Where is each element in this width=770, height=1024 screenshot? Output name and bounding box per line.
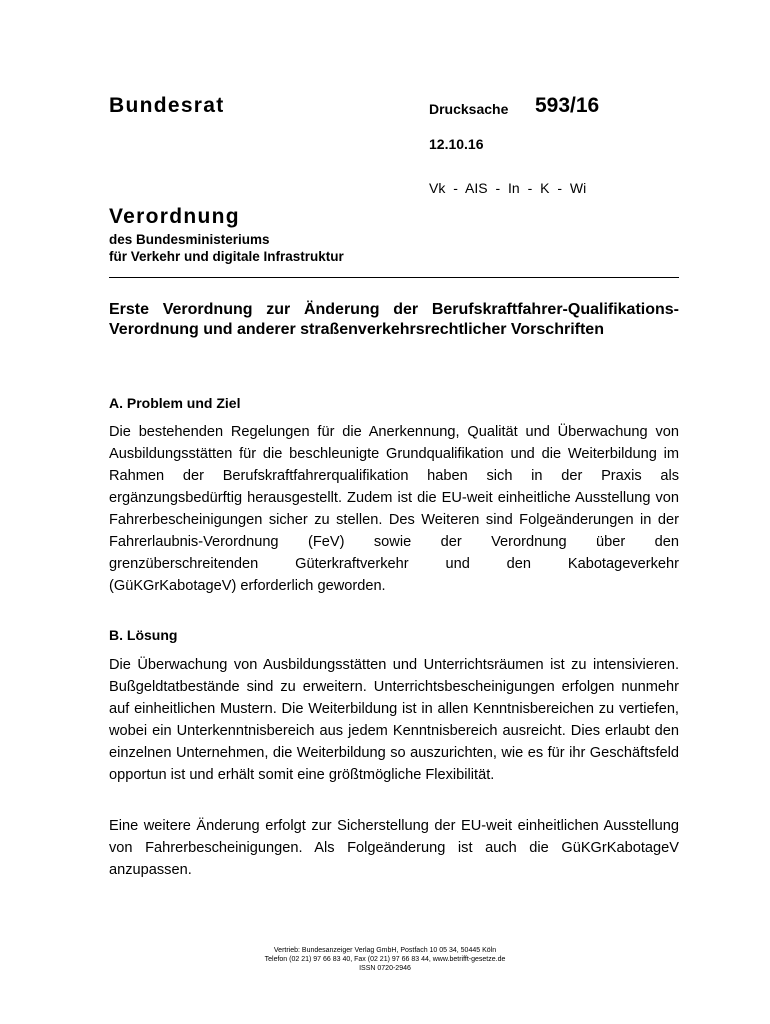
issuer-line-1: des Bundesministeriums: [109, 232, 270, 247]
issuer-line-2: für Verkehr und digitale Infrastruktur: [109, 249, 344, 264]
section-heading-a: A. Problem und Ziel: [109, 395, 241, 411]
drucksache-label: Drucksache: [429, 101, 509, 117]
publisher-footer: [0, 946, 770, 973]
footer-line-1: Vertrieb: Bundesanzeiger Verlag GmbH, Postfach 10 05 34, 50445 Köln: [273, 947, 497, 954]
issuer-block: [109, 231, 344, 265]
institution-name: Bundesrat: [109, 94, 225, 117]
section-a-paragraph: Die bestehenden Regelungen für die Anerkennung, Qualität und Überwachung von Ausbildungsstätten für die beschleunigte Grundqualifikation und die Weiterbildung im Rahmen der Berufskraftfahrerqualifikation haben sich in der Praxis als ergänzungsbedürftig herausgestellt. Zudem ist die EU-weit einheitliche Ausstellung von Fahrerbescheinigungen sicher zu stellen. Des Weiteren sind Folgeänderungen in der Fahrerlaubnis-Verordnung (FeV) sowie der Verordnung über den grenzüberschreitenden Güterkraftverkehr und den Kabotageverkehr (GüKGrKabotageV) erforderlich geworden.: [109, 424, 679, 594]
document-title: Erste Verordnung zur Änderung der Berufskraftfahrer-Qualifikations-Verordnung und anderer straßenverkehrsrechtlicher Vorschriften: [109, 301, 679, 338]
document-type: Verordnung: [109, 205, 240, 228]
divider-line: [109, 277, 679, 278]
section-b-paragraph-2: Eine weitere Änderung erfolgt zur Sicherstellung der EU-weit einheitlichen Ausstellung von Fahrerbescheinigungen. Als Folgeänderung ist auch die GüKGrKabotageV anzupassen.: [109, 818, 679, 878]
section-heading-b: B. Lösung: [109, 627, 178, 643]
drucksache-number: 593/16: [535, 94, 600, 117]
committee-codes: Vk - AIS - In - K - Wi: [429, 180, 587, 196]
footer-line-3: ISSN 0720-2946: [359, 965, 411, 972]
footer-line-2: Telefon (02 21) 97 66 83 40, Fax (02 21) 97 66 83 44, www.betrifft-gesetze.de: [264, 956, 506, 963]
document-date: 12.10.16: [429, 136, 484, 152]
section-b-paragraph-1: Die Überwachung von Ausbildungsstätten und Unterrichtsräumen ist zu intensivieren. Bußgeldtatbestände sind zu erweitern. Unterrichtsbescheinigungen erfolgen nunmehr auf einheitlichen Mustern. Die Weiterbildung ist in allen Kenntnisbereichen zu vertiefen, wobei ein Unterkenntnisbereich aus jedem Kenntnisbereich ausreicht. Dies erlaubt den einzelnen Unternehmen, die Weiterbildung so auszurichten, wie es für ihr Geschäftsfeld opportun ist und erhält somit eine größtmögliche Flexibilität.: [109, 657, 679, 783]
